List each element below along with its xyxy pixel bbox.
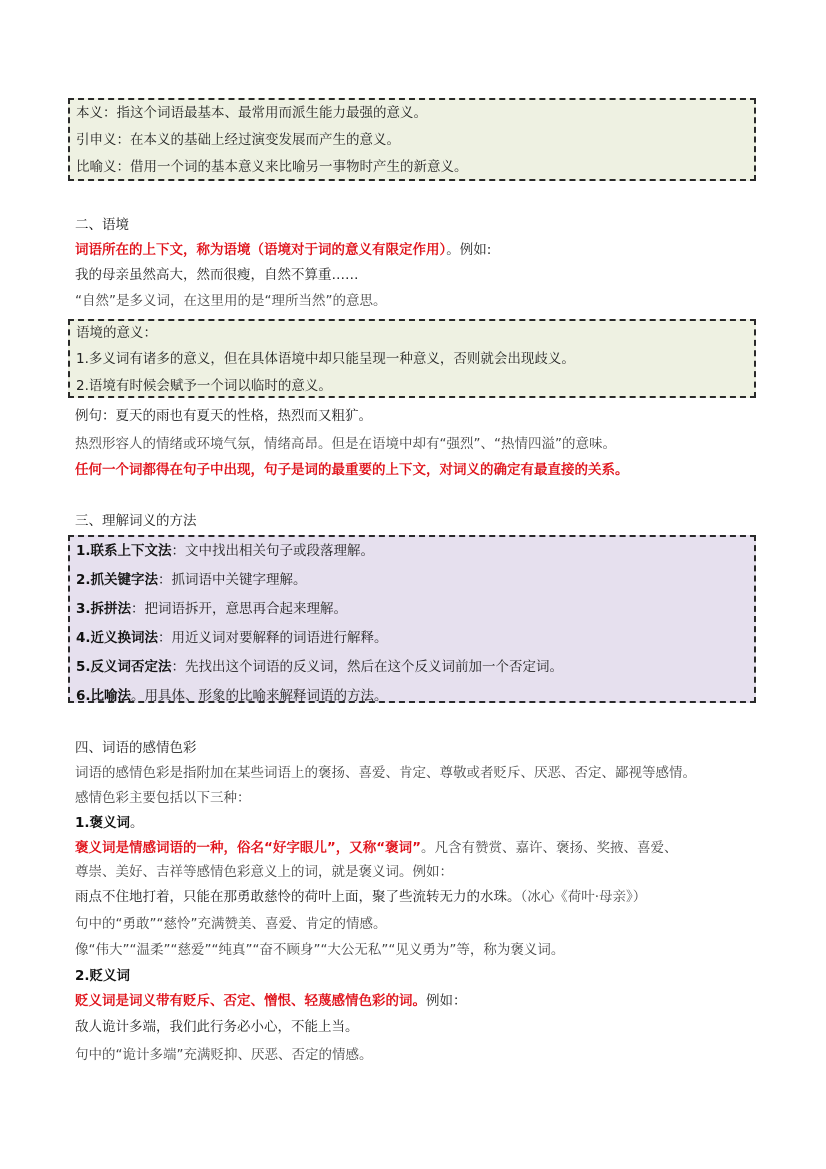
- sub1-definition-line2: 尊崇、美好、吉祥等感情色彩意义上的词，就是褒义词。例如：: [75, 864, 453, 880]
- section4-heading: 四、词语的感情色彩: [75, 740, 197, 756]
- method-name: 4.近义换词法: [76, 630, 159, 646]
- context-box-title: 语境的意义：: [76, 325, 157, 341]
- section4-intro2: 感情色彩主要包括以下三种：: [75, 790, 251, 806]
- section2-definition-tail: 。例如:: [446, 242, 492, 258]
- method-item: [76, 653, 754, 682]
- sub1-example-text: 雨点不住地打着，只能在那勇敢慈怜的荷叶上面，聚了些流转无力的水珠。: [75, 889, 521, 905]
- section2-definition-red: 词语所在的上下文，称为语境（语境对于词的意义有限定作用）: [75, 242, 447, 258]
- sub2-explain: 句中的“诡计多端”充满贬抑、厌恶、否定的情感。: [75, 1047, 373, 1063]
- method-item: [76, 682, 754, 711]
- method-item: [76, 624, 754, 653]
- method-desc: ：文中找出相关句子或段落理解。: [171, 543, 375, 559]
- method-desc: ：抓词语中关键字理解。: [158, 572, 307, 588]
- method-desc: ：把词语拆开，意思再合起来理解。: [131, 601, 348, 617]
- sub2-example: 敌人诡计多端，我们此行务必小心，不能上当。: [75, 1019, 359, 1035]
- method-item: [76, 566, 754, 595]
- sub1-title: [75, 812, 144, 834]
- def-yinshenyi: 引申义：在本义的基础上经过演变发展而产生的意义。: [76, 132, 400, 148]
- method-item: [76, 595, 754, 624]
- sub1-more: 像“伟大”“温柔”“慈爱”“纯真”“奋不顾身”“大公无私”“见义勇为”等，称为褒义词。: [75, 942, 565, 958]
- context-box-point2: 2.语境有时候会赋予一个词以临时的意义。: [76, 378, 332, 394]
- sub1-title-dot: 。: [130, 815, 144, 831]
- method-name: 2.抓关键字法: [76, 572, 159, 588]
- method-name: 3.拆拼法: [76, 601, 132, 617]
- context-meaning-box: [68, 319, 756, 398]
- sub1-example: [75, 886, 646, 908]
- sub2-title: 2.贬义词: [75, 968, 131, 984]
- section2-example: 我的母亲虽然高大，然而很瘦，自然不算重……: [75, 267, 359, 283]
- sub1-definition: [75, 837, 678, 859]
- sub2-definition-red: 贬义词是词义带有贬斥、否定、憎恨、轻蔑感情色彩的词。: [75, 993, 426, 1009]
- sub1-title-text: 1.褒义词: [75, 815, 131, 831]
- method-name: 5.反义词否定法: [76, 659, 172, 675]
- sub2-definition: [75, 990, 467, 1012]
- sub1-definition-red: 褒义词是情感词语的一种，俗名“好字眼儿”，又称“褒词”: [75, 840, 421, 856]
- method-item: [76, 537, 754, 566]
- section2-explain2: 热烈形容人的情绪或环境气氛，情绪高昂。但是在语境中却有“强烈”、“热情四溢”的意味。: [75, 436, 616, 452]
- section3-heading: 三、理解词义的方法: [75, 513, 197, 529]
- method-desc: ：先找出这个词语的反义词，然后在这个反义词前加一个否定词。: [171, 659, 564, 675]
- method-desc: ：用近义词对要解释的词语进行解释。: [158, 630, 388, 646]
- section2-definition: [75, 239, 491, 261]
- def-benyi: 本义：指这个词语最基本、最常用而派生能力最强的意义。: [76, 105, 427, 121]
- section4-intro: 词语的感情色彩是指附加在某些词语上的褒扬、喜爱、肯定、尊敬或者贬斥、厌恶、否定、鄙视等感情。: [75, 765, 696, 781]
- section2-example2: 例句：夏天的雨也有夏天的性格，热烈而又粗犷。: [75, 408, 372, 424]
- methods-box: [68, 535, 756, 703]
- method-name: 6.比喻法: [76, 688, 132, 704]
- method-name: 1.联系上下文法: [76, 543, 172, 559]
- sub2-definition-tail: 例如：: [426, 993, 467, 1009]
- context-box-point1: 1.多义词有诸多的意义，但在具体语境中却只能呈现一种意义，否则就会出现歧义。: [76, 351, 575, 367]
- section2-explain: “自然”是多义词，在这里用的是“理所当然”的意思。: [75, 293, 387, 309]
- method-desc: 。用具体、形象的比喻来解释词语的方法。: [131, 688, 388, 704]
- def-biyuyi: 比喻义：借用一个词的基本意义来比喻另一事物时产生的新意义。: [76, 159, 468, 175]
- sub1-example-source: （冰心《荷叶·母亲》）: [520, 889, 647, 905]
- section2-conclusion: 任何一个词都得在句子中出现，句子是词的最重要的上下文，对词义的确定有最直接的关系。: [75, 462, 629, 478]
- section2-heading: 二、语境: [75, 217, 129, 233]
- sub1-definition-tail: 。凡含有赞赏、嘉许、褒扬、奖掖、喜爱、: [421, 840, 678, 856]
- sub1-explain: 句中的“勇敢”“慈怜”充满赞美、喜爱、肯定的情感。: [75, 916, 387, 932]
- definitions-box: [68, 98, 756, 181]
